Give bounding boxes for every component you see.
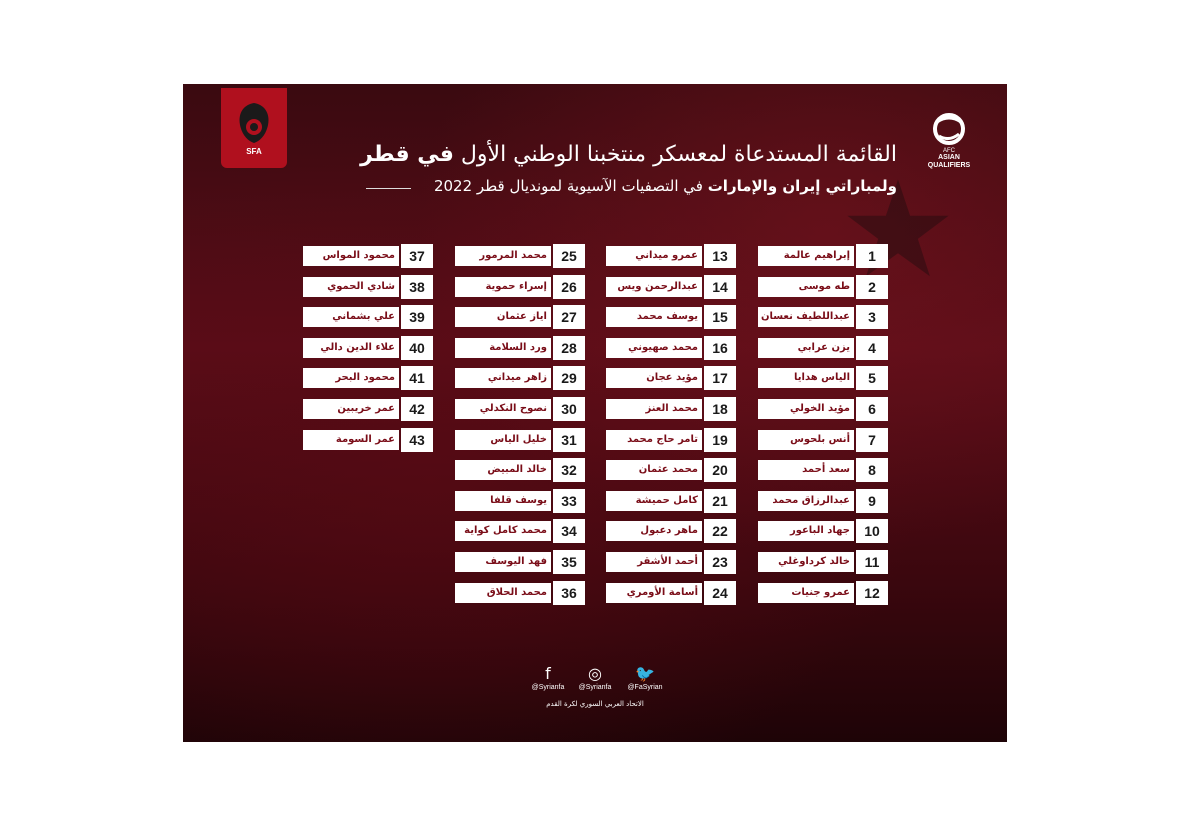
player-name: مؤيد عجان (606, 368, 702, 388)
player-name: علاء الدين دالي (303, 338, 399, 358)
player-number: 1 (856, 244, 888, 268)
player-row (758, 275, 888, 299)
player-row (303, 275, 433, 299)
sfa-logo-text: SFA (246, 146, 262, 156)
player-row (455, 275, 585, 299)
player-row (758, 489, 888, 513)
player-row (455, 336, 585, 360)
player-number: 4 (856, 336, 888, 360)
player-name: عبدالرزاق محمد (758, 491, 854, 511)
player-name: ماهر دعبول (606, 521, 702, 541)
player-number: 10 (856, 519, 888, 543)
player-row (303, 336, 433, 360)
player-name: فهد اليوسف (455, 552, 551, 572)
player-row (455, 428, 585, 452)
player-name: عمر السومة (303, 430, 399, 450)
player-number: 24 (704, 581, 736, 605)
player-name: أسامة الأومري (606, 583, 702, 603)
poster-subtitle (434, 177, 897, 195)
player-row (303, 305, 433, 329)
player-row (758, 458, 888, 482)
player-row (455, 244, 585, 268)
player-name: زاهر ميداني (455, 368, 551, 388)
player-name: يزن عرابي (758, 338, 854, 358)
subtitle-divider (366, 188, 411, 189)
player-row (606, 581, 736, 605)
player-number: 41 (401, 366, 433, 390)
player-number: 27 (553, 305, 585, 329)
player-number: 20 (704, 458, 736, 482)
player-number: 22 (704, 519, 736, 543)
player-name: طه موسى (758, 277, 854, 297)
player-number: 9 (856, 489, 888, 513)
player-number: 7 (856, 428, 888, 452)
player-number: 43 (401, 428, 433, 452)
poster-title (360, 142, 897, 167)
player-name: محمد صهيوني (606, 338, 702, 358)
player-row (758, 550, 888, 574)
player-number: 32 (553, 458, 585, 482)
player-name: محمد عثمان (606, 460, 702, 480)
player-number: 29 (553, 366, 585, 390)
player-row (455, 366, 585, 390)
player-number: 6 (856, 397, 888, 421)
players-column-1 (758, 244, 888, 611)
player-name: الياس هدايا (758, 368, 854, 388)
instagram-icon: ◎ (588, 664, 602, 683)
player-row (758, 366, 888, 390)
player-row (758, 397, 888, 421)
player-number: 16 (704, 336, 736, 360)
player-name: عمرو جنيات (758, 583, 854, 603)
player-number: 2 (856, 275, 888, 299)
player-number: 28 (553, 336, 585, 360)
player-number: 34 (553, 519, 585, 543)
player-row (606, 275, 736, 299)
player-name: عبداللطيف نعسان (758, 307, 854, 327)
player-row (303, 366, 433, 390)
title-part2: في قطر (360, 142, 454, 167)
player-number: 42 (401, 397, 433, 421)
player-number: 19 (704, 428, 736, 452)
player-row (606, 458, 736, 482)
eagle-icon (234, 101, 274, 145)
player-row (455, 458, 585, 482)
player-row (758, 428, 888, 452)
player-row (455, 397, 585, 421)
player-name: محمد الحلاق (455, 583, 551, 603)
player-number: 26 (553, 275, 585, 299)
player-name: تامر حاج محمد (606, 430, 702, 450)
afc-logo-line3: QUALIFIERS (927, 162, 971, 169)
player-name: إسراء حموية (455, 277, 551, 297)
player-row (606, 305, 736, 329)
player-name: عمر خريبين (303, 399, 399, 419)
player-name: ورد السلامة (455, 338, 551, 358)
player-name: أحمد الأشقر (606, 552, 702, 572)
social-twitter[interactable] (610, 664, 680, 691)
player-number: 13 (704, 244, 736, 268)
poster (183, 84, 1007, 742)
player-name: جهاد الباعور (758, 521, 854, 541)
player-number: 23 (704, 550, 736, 574)
players-column-3 (455, 244, 585, 611)
sfa-logo (221, 88, 287, 168)
afc-logo (919, 112, 979, 182)
player-number: 35 (553, 550, 585, 574)
player-number: 39 (401, 305, 433, 329)
player-name: محمد المرمور (455, 246, 551, 266)
players-column-2 (606, 244, 736, 611)
player-row (303, 397, 433, 421)
player-row (606, 489, 736, 513)
player-name: نصوح النكدلي (455, 399, 551, 419)
player-name: خالد كرداوغلي (758, 552, 854, 572)
twitter-handle: @FaSyrian (627, 684, 663, 691)
player-row (455, 550, 585, 574)
player-name: محمد كامل كواية (455, 521, 551, 541)
player-number: 25 (553, 244, 585, 268)
player-row (606, 397, 736, 421)
player-name: اياز عثمان (455, 307, 551, 327)
player-row (606, 244, 736, 268)
player-name: سعد أحمد (758, 460, 854, 480)
player-row (758, 519, 888, 543)
instagram-handle: @Syrianfa (578, 684, 612, 691)
player-row (758, 336, 888, 360)
player-number: 8 (856, 458, 888, 482)
player-row (455, 581, 585, 605)
player-number: 38 (401, 275, 433, 299)
facebook-handle: @Syrianfa (531, 684, 565, 691)
player-number: 40 (401, 336, 433, 360)
player-number: 18 (704, 397, 736, 421)
player-row (606, 366, 736, 390)
subtitle-part2: في التصفيات الآسيوية لمونديال قطر 2022 (433, 177, 708, 195)
afc-emblem-icon (929, 112, 969, 146)
player-row (455, 305, 585, 329)
player-number: 3 (856, 305, 888, 329)
player-name: إبراهيم عالمة (758, 246, 854, 266)
player-number: 5 (856, 366, 888, 390)
player-name: محمود البحر (303, 368, 399, 388)
player-row (758, 244, 888, 268)
player-row (455, 489, 585, 513)
player-row (606, 428, 736, 452)
player-name: خليل الياس (455, 430, 551, 450)
player-number: 12 (856, 581, 888, 605)
player-name: محمود المواس (303, 246, 399, 266)
player-name: يوسف قلفا (455, 491, 551, 511)
player-row (606, 550, 736, 574)
player-name: شادي الحموي (303, 277, 399, 297)
player-row (606, 519, 736, 543)
player-row (303, 244, 433, 268)
player-row (758, 305, 888, 329)
player-name: محمد العنز (606, 399, 702, 419)
player-row (303, 428, 433, 452)
player-number: 33 (553, 489, 585, 513)
federation-footer: الاتحاد العربي السوري لكرة القدم (546, 700, 644, 708)
player-row (455, 519, 585, 543)
player-number: 37 (401, 244, 433, 268)
player-name: كامل حميشة (606, 491, 702, 511)
player-number: 36 (553, 581, 585, 605)
player-name: عبدالرحمن ويس (606, 277, 702, 297)
player-number: 14 (704, 275, 736, 299)
player-number: 31 (553, 428, 585, 452)
subtitle-part1: ولمباراتي إيران والإمارات (707, 177, 897, 195)
player-number: 15 (704, 305, 736, 329)
twitter-icon: 🐦 (635, 664, 655, 683)
afc-logo-line1: AFC (943, 148, 955, 154)
afc-logo-line2: ASIAN (938, 154, 960, 161)
player-name: خالد المبيض (455, 460, 551, 480)
player-row (758, 581, 888, 605)
player-number: 30 (553, 397, 585, 421)
player-number: 21 (704, 489, 736, 513)
player-name: أنس بلحوس (758, 430, 854, 450)
player-row (606, 336, 736, 360)
player-name: علي بشماني (303, 307, 399, 327)
player-name: يوسف محمد (606, 307, 702, 327)
player-name: عمرو ميداني (606, 246, 702, 266)
players-column-4 (303, 244, 433, 458)
facebook-icon: f (545, 664, 551, 683)
player-name: مؤيد الخولي (758, 399, 854, 419)
title-part1: القائمة المستدعاة لمعسكر منتخبنا الوطني الأول (453, 142, 897, 167)
player-number: 17 (704, 366, 736, 390)
player-number: 11 (856, 550, 888, 574)
